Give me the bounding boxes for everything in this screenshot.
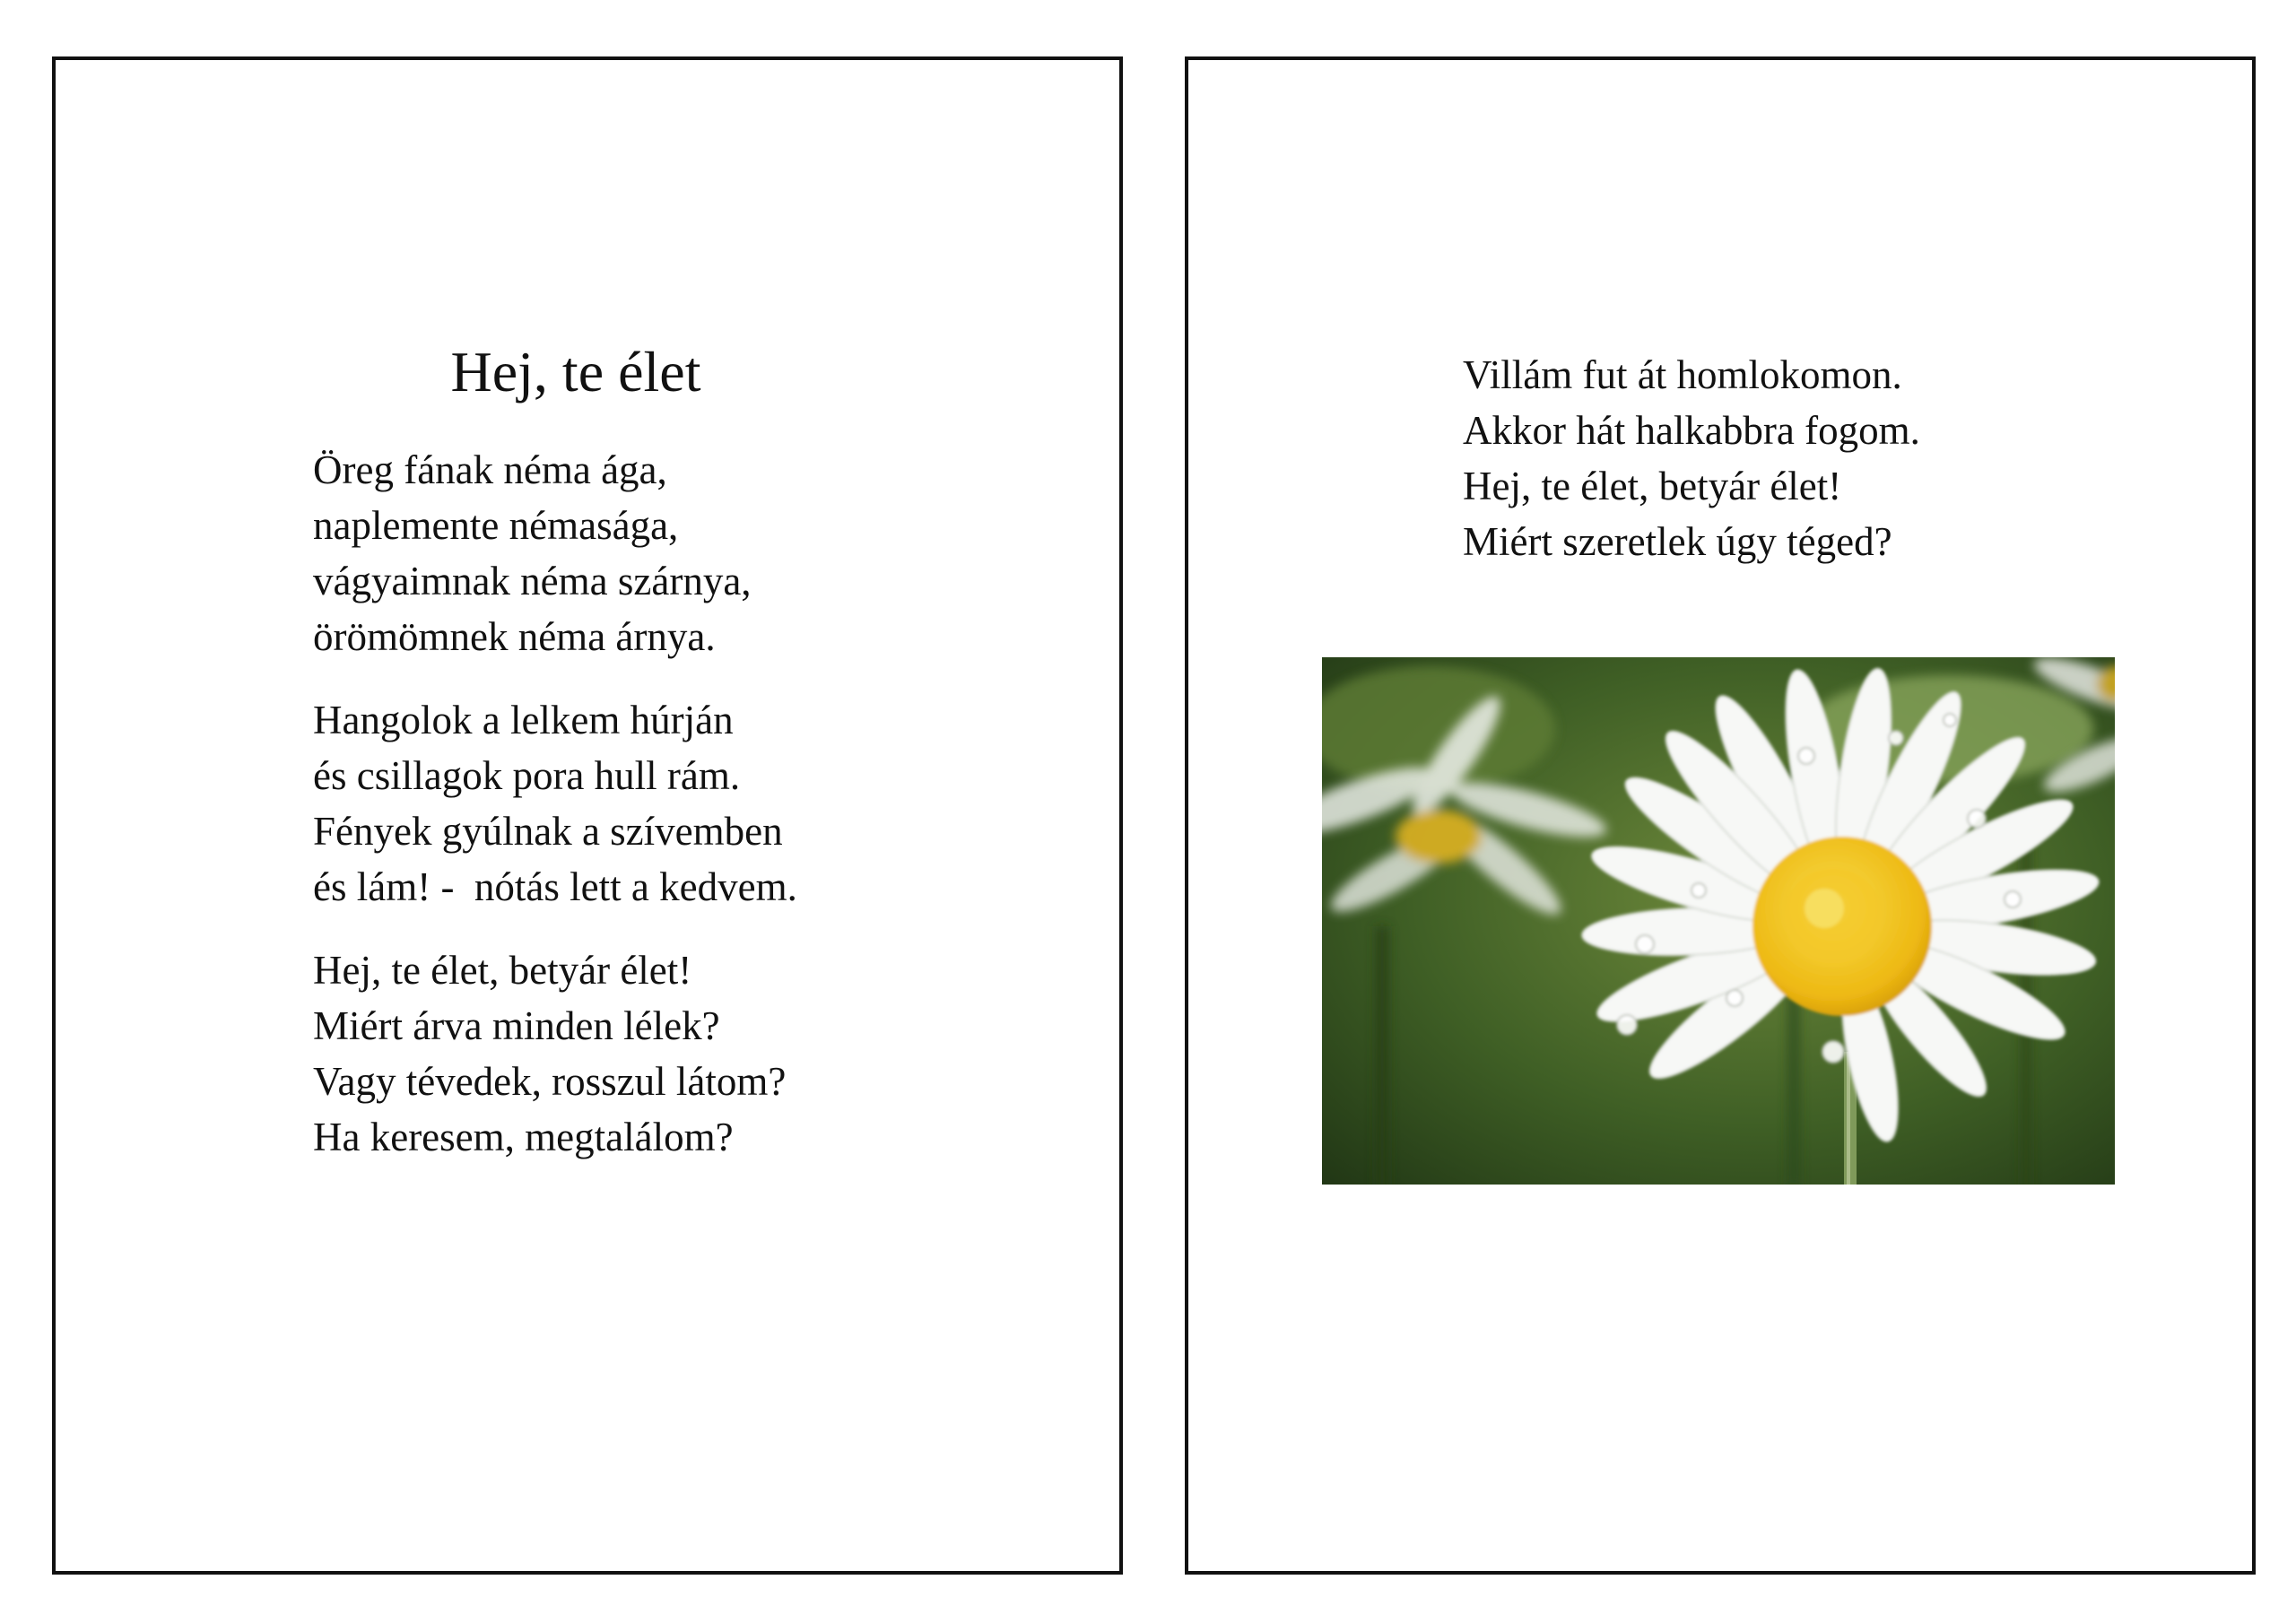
poem-line: és lám! - nótás lett a kedvem. [313,864,797,909]
poem-line: Vagy tévedek, rosszul látom? [313,1059,787,1104]
poem-line: örömömnek néma árnya. [313,614,716,659]
poem-line: naplemente némasága, [313,503,679,548]
left-page [52,56,1123,1575]
stanza-3 [313,942,797,1165]
poem-title: Hej, te élet [450,340,701,404]
poem-line: Miért árva minden lélek? [313,1003,720,1048]
poem-line: Hej, te élet, betyár élet! [313,948,692,993]
poem-line: Ha keresem, megtalálom? [313,1115,734,1159]
daisy-photo [1322,657,2115,1185]
poem-line: és csillagok pora hull rám. [313,753,741,798]
stanza-1 [313,442,797,664]
poem-line: Hej, te élet, betyár élet! [1463,464,1842,508]
poem-line: Akkor hát halkabbra fogom. [1463,408,1920,453]
poem-line: Villám fut át homlokomon. [1463,352,1902,397]
poem-line: Fények gyúlnak a szívemben [313,809,783,854]
poem-body-continued [1463,347,1920,597]
stanza-4 [1463,347,1920,569]
poem-line: Öreg fának néma ága, [313,447,667,492]
stanza-2 [313,692,797,915]
poem-line: Hangolok a lelkem húrján [313,698,734,742]
daisy-illustration [1322,657,2115,1185]
poem-line: vágyaimnak néma szárnya, [313,559,752,603]
poem-line: Miért szeretlek úgy téged? [1463,519,1892,564]
right-page [1185,56,2256,1575]
poem-body [313,442,797,1193]
